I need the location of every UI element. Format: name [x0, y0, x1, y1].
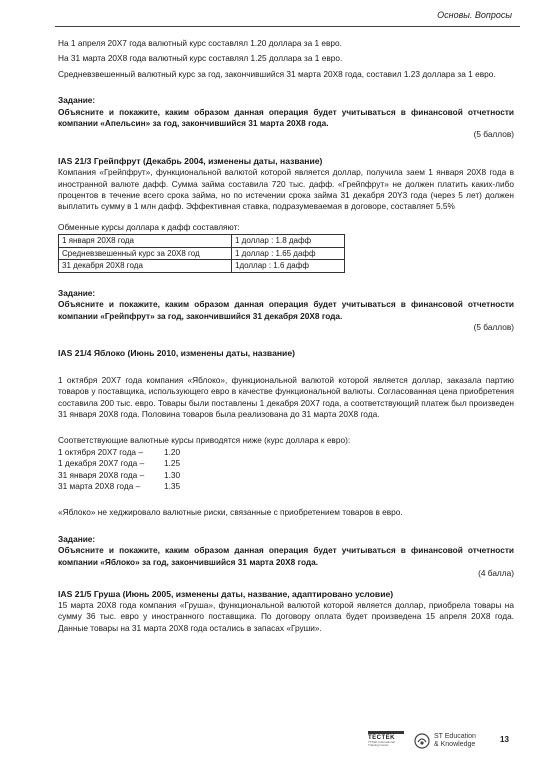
section-body-grapefruit: Компания «Грейпфрут», функциональной валютой которой является доллар, получила заем 1 января 20X8 года в иностранной валюте дафф. Сумма займа составила 720 тыс. дафф. «Грейпфрут» не должен платить каких-либо процентов в течение всего срока займа, но по истечении срока займа 31 декабря 20Y3 года (через 5 лет) должен выплатить сумму в 1 млн дафф. Эффективная ставка, подразумеваемая в договоре, составляет 5.5%	[58, 167, 514, 212]
task-label: Задание:	[58, 533, 96, 544]
section-body-apple: 1 октября 20X7 года компания «Яблоко», функциональной валютой которой является доллар, заказала партию товаров у поставщика, использующего евро в качестве функциональной валюты. Согласованная цена приобретения составила 200 тыс. евро. Товары были поставлены 1 декабря 20X7 года, а соответствующий платеж был произведен 31 января 20X8 года. Половина товаров была реализована до 31 марта 20X8 года.	[58, 374, 514, 420]
points-label: (5 баллов)	[473, 322, 514, 332]
table-cell: 1 доллар : 1.8 дафф	[232, 235, 345, 248]
page-number: 13	[500, 735, 509, 744]
table-row	[59, 235, 345, 248]
section-title-apple: IAS 21/4 Яблоко (Июнь 2010, изменены даты, название)	[58, 348, 295, 359]
st-logo-text	[434, 733, 476, 749]
tectek-logo-subtext: TTTEK International Training Center	[368, 740, 395, 747]
list-item	[58, 470, 514, 481]
rate-date: 31 марта 20X8 года –	[58, 481, 141, 492]
task-label: Задание:	[58, 95, 96, 106]
hedging-note: «Яблоко» не хеджировало валютные риски, связанные с приобретением товаров в евро.	[58, 507, 403, 518]
intro-line-2: На 31 марта 20X8 года валютный курс составлял 1.25 доллара за 1 евро.	[58, 53, 343, 64]
st-logo-line1: ST Education	[434, 733, 476, 740]
table-cell: Средневзвешенный курс за 20X8 год	[59, 247, 232, 260]
task-label: Задание:	[58, 287, 96, 298]
points-label: (5 баллов)	[473, 129, 514, 140]
rate-value: 1.25	[164, 458, 181, 469]
rate-value: 1.20	[164, 446, 181, 457]
page-content	[58, 38, 514, 634]
rate-date: 1 октября 20X7 года –	[58, 446, 143, 457]
page-header-title: Основы. Вопросы	[437, 10, 512, 20]
footer-logos	[368, 726, 476, 756]
tectek-logo-text: TECTEK	[368, 735, 395, 741]
intro-line-3: Средневзвешенный валютный курс за год, закончившийся 31 марта 20X8 года, составил 1.23 доллара за 1 евро.	[58, 68, 496, 79]
rate-value: 1.35	[164, 481, 181, 492]
list-item	[58, 458, 514, 469]
table-cell: 1доллар : 1.6 дафф	[232, 260, 345, 273]
rate-date: 1 декабря 20X7 года –	[58, 458, 145, 469]
tectek-logo	[368, 731, 404, 751]
rate-date: 31 января 20X8 года –	[58, 469, 145, 480]
header-divider	[55, 26, 520, 27]
st-logo-line2: & Knowledge	[434, 741, 476, 748]
table-row	[59, 260, 345, 273]
section-title-pear: IAS 21/5 Груша (Июнь 2005, изменены даты, название, адаптировано условие)	[58, 588, 394, 599]
list-item	[58, 447, 514, 458]
rates-list-caption: Соответствующие валютные курсы приводятся ниже (курс доллара к евро):	[58, 435, 351, 446]
section-title-grapefruit: IAS 21/3 Грейпфрут (Декабрь 2004, изменены даты, название)	[58, 155, 323, 166]
rate-value: 1.30	[164, 469, 181, 480]
list-item	[58, 481, 514, 492]
table-cell: 31 декабря 20X8 года	[59, 260, 232, 273]
points-label: (4 балла)	[478, 568, 514, 579]
table-cell: 1 января 20X8 года	[59, 235, 232, 248]
rates-table-caption: Обменные курсы доллара к дафф составляют:	[58, 221, 240, 232]
task-text: Объясните и покажите, каким образом данная операция будет учитываться в финансовой отчетности компании «Грейпфрут» за год, закончившийся 31 декабря 20X8 года.	[58, 299, 514, 321]
exchange-rates-table	[58, 234, 345, 273]
st-logo-icon	[414, 733, 430, 749]
task-text: Объясните и покажите, каким образом данная операция будет учитываться в финансовой отчетности компании «Яблоко» за год, закончившийся 31 марта 20X8 года.	[58, 545, 514, 567]
task-text: Объясните и покажите, каким образом данная операция будет учитываться в финансовой отчетности компании «Апельсин» за год, закончившийся 31 марта 20X8 года.	[58, 106, 514, 129]
intro-line-1: На 1 апреля 20X7 года валютный курс составлял 1.20 доллара за 1 евро.	[58, 38, 342, 48]
exchange-rates-list	[58, 447, 514, 493]
section-body-pear: 15 марта 20X8 года компания «Груша», функциональной валютой которой является доллар, приобрела товары на сумму 36 тыс. евро у иностранного поставщика. По договору оплата будет произведена 15 апреля 20X8 года. Данные товары на 31 марта 20X8 года остались в запасах «Груши».	[58, 599, 514, 633]
table-cell: 1 доллар : 1.65 дафф	[232, 247, 345, 260]
table-row	[59, 247, 345, 260]
